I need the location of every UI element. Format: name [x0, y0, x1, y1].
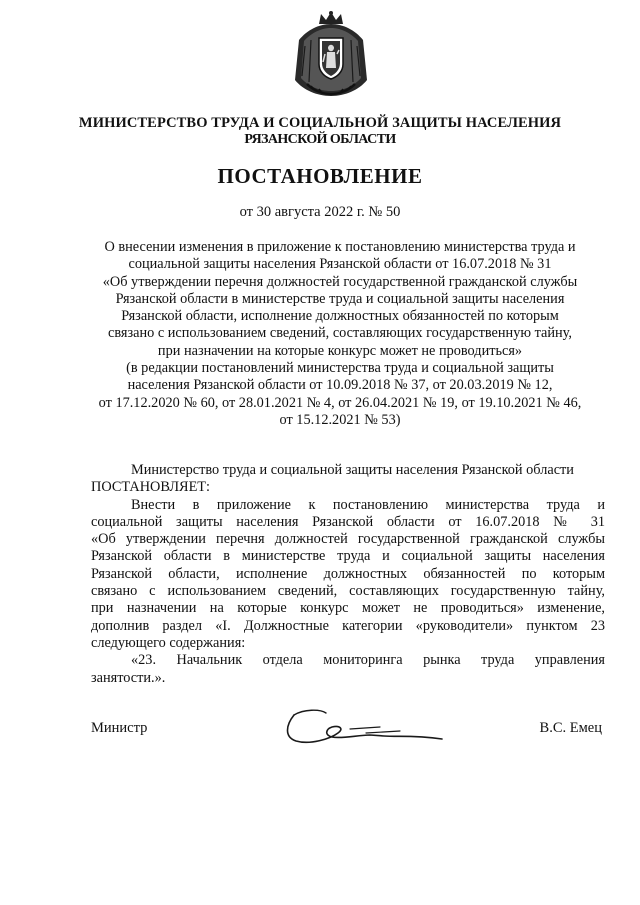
document-type: ПОСТАНОВЛЕНИЕ [217, 164, 423, 188]
document-body [91, 462, 605, 687]
heading-line: населения Рязанской области от 10.09.2018 № 37, от 20.03.2019 № 12, [127, 377, 553, 394]
body-line: Министерство труда и социальной защиты населения Рязанской области [131, 462, 574, 478]
heading-line: от 15.12.2021 № 53) [279, 411, 401, 428]
body-line: при назначении на которые конкурс может не проводиться» изменение, [91, 600, 605, 617]
body-line: следующего содержания: [91, 634, 246, 651]
heading-line: Рязанской области в министерстве труда и социальной защиты населения [115, 290, 565, 307]
heading-line: «Об утверждении перечня должностей государственной гражданской службы [102, 273, 578, 290]
coat-of-arms-emblem [289, 10, 373, 100]
heading-line: (в редакции постановлений министерства труда и социальной защиты [126, 360, 554, 377]
body-line: Рязанской области в министерстве труда и социальной защиты населения [91, 548, 605, 565]
ministry-name-line2: РЯЗАНСКОЙ ОБЛАСТИ [244, 132, 396, 147]
heading-line: социальной защиты населения Рязанской области от 16.07.2018 № 31 [128, 256, 552, 273]
body-line: Внести в приложение к постановлению министерства труда и [131, 496, 605, 513]
heading-line: связано с использованием сведений, составляющих государственную тайну, [108, 325, 572, 342]
ministry-name-line1: МИНИСТЕРСТВО ТРУДА И СОЦИАЛЬНОЙ ЗАЩИТЫ НАСЕЛЕНИЯ [78, 115, 562, 131]
body-line: ПОСТАНОВЛЯЕТ: [91, 479, 211, 496]
body-line: занятости.». [91, 669, 166, 686]
document-heading [60, 239, 620, 429]
signer-name: В.С. Емец [539, 720, 602, 736]
heading-line: при назначении на которые конкурс может не проводиться» [157, 342, 523, 359]
heading-line: О внесении изменения в приложение к постановлению министерства труда и [104, 239, 576, 255]
signer-title: Министр [91, 720, 148, 736]
document-date-number: от 30 августа 2022 г. № 50 [239, 204, 401, 220]
handwritten-signature [280, 705, 450, 747]
body-line: социальной защиты населения Рязанской области от 16.07.2018 № 31 [91, 513, 605, 530]
body-line: «23. Начальник отдела мониторинга рынка труда управления [131, 652, 605, 669]
heading-line: от 17.12.2020 № 60, от 28.01.2021 № 4, от 26.04.2021 № 19, от 19.10.2021 № 46, [98, 394, 582, 411]
body-line: «Об утверждении перечня должностей государственной гражданской службы [91, 531, 605, 548]
body-line: Рязанской области, исполнение должностных обязанностей по которым [91, 565, 605, 582]
body-line: дополнив раздел «I. Должностные категории «руководители» пунктом 23 [91, 617, 605, 634]
heading-line: Рязанской области, исполнение должностных обязанностей по которым [121, 308, 559, 325]
body-line: связано с использованием сведений, составляющих государственную тайну, [91, 583, 605, 600]
